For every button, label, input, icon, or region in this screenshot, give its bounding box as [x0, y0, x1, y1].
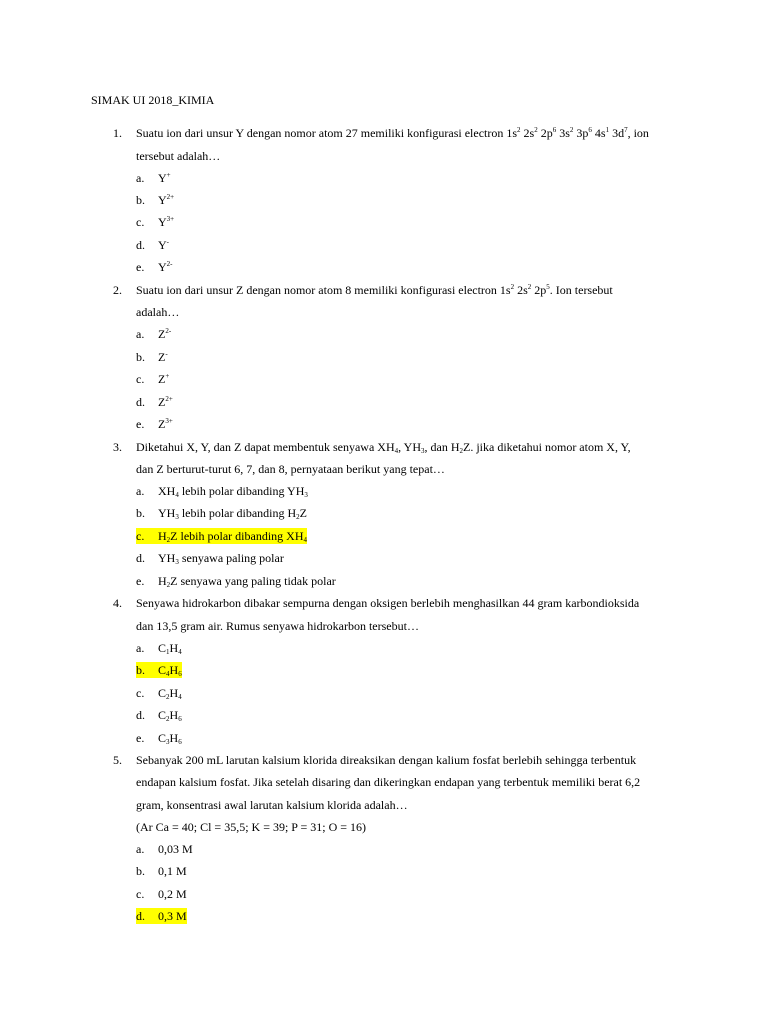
answer-option: d. Y-: [136, 238, 170, 252]
question-text: (Ar Ca = 40; Cl = 35,5; K = 39; P = 31; O = 16): [136, 820, 367, 834]
answer-option-highlighted: b. $C_4H_6$: [136, 663, 182, 678]
question-text: Diketahui X, Y, dan Z dapat membentuk senyawa $XH_4$, $YH_3$, dan $H_2Z$. jika diketahui nomor atom X, Y,: [136, 440, 631, 455]
answer-option: b. 0,1 M: [136, 864, 187, 878]
answer-option: b. $YH_3$ lebih polar dibanding $H_2Z$: [136, 506, 307, 521]
question-text: Suatu ion dari unsur Z dengan nomor atom 8 memiliki konfigurasi electron $1s^2$ $2s^2$ $2p^5$. Ion tersebut: [136, 283, 613, 297]
answer-option-highlighted: c. $H_2Z$ lebih polar dibanding $XH_4$: [136, 529, 307, 544]
question-number: 4.: [113, 596, 122, 610]
question-text: adalah…: [136, 305, 180, 319]
question-text: Sebanyak 200 mL larutan kalsium klorida direaksikan dengan kalium fosfat berlebih sehingga terbentuk: [136, 753, 637, 767]
question-text: Senyawa hidrokarbon dibakar sempurna dengan oksigen berlebih menghasilkan 44 gram karbondioksida: [136, 596, 640, 610]
question-text: dan Z berturut-turut 6, 7, dan 8, pernyataan berikut yang tepat…: [136, 462, 445, 476]
answer-option: d. $YH_3$ senyawa paling polar: [136, 551, 284, 566]
answer-option: b. Z-: [136, 350, 168, 364]
answer-option: c. 0,2 M: [136, 887, 187, 901]
answer-option: d. $C_2H_6$: [136, 708, 182, 723]
question-text: gram, konsentrasi awal larutan kalsium klorida adalah…: [136, 798, 408, 812]
question-number: 1.: [113, 126, 122, 140]
answer-option: d. $Z^{2+}$: [136, 395, 173, 409]
document-title: SIMAK UI 2018_KIMIA: [91, 93, 215, 107]
answer-option: e. $H_2Z$ senyawa yang paling tidak polar: [136, 574, 336, 589]
answer-option: a. 0,03 M: [136, 842, 193, 856]
answer-option: a. $XH_4$ lebih polar dibanding $YH_3$: [136, 484, 308, 499]
answer-option: e. $C_3H_6$: [136, 731, 182, 746]
answer-option: a. $C_1H_4$: [136, 641, 182, 656]
question-number: 3.: [113, 440, 122, 454]
question-number: 5.: [113, 753, 122, 767]
answer-option: e. $Z^{3+}$: [136, 417, 173, 431]
answer-option: b. $Y^{2+}$: [136, 193, 175, 207]
question-text: endapan kalsium fosfat. Jika setelah disaring dan dikeringkan endapan yang terbentuk memiliki berat 6,2: [136, 775, 641, 789]
question-number: 2.: [113, 283, 122, 297]
answer-option: c. Z+: [136, 372, 170, 386]
answer-option: c. $C_2H_4$: [136, 686, 182, 701]
question-text: tersebut adalah…: [136, 149, 221, 163]
answer-option: a. $Z^{2-}$: [136, 327, 172, 341]
answer-option-highlighted: d. 0,3 M: [136, 909, 187, 923]
answer-option: c. $Y^{3+}$: [136, 215, 175, 229]
answer-option: e. $Y^{2-}$: [136, 260, 173, 274]
answer-option: a. Y+: [136, 171, 171, 185]
question-text: dan 13,5 gram air. Rumus senyawa hidrokarbon tersebut…: [136, 619, 419, 633]
question-text: Suatu ion dari unsur Y dengan nomor atom 27 memiliki konfigurasi electron $1s^2$ $2s^2$ $2p^6$ $3s^2$ $3p^6$ $4s^1$ $3d^7$, ion: [136, 126, 649, 140]
